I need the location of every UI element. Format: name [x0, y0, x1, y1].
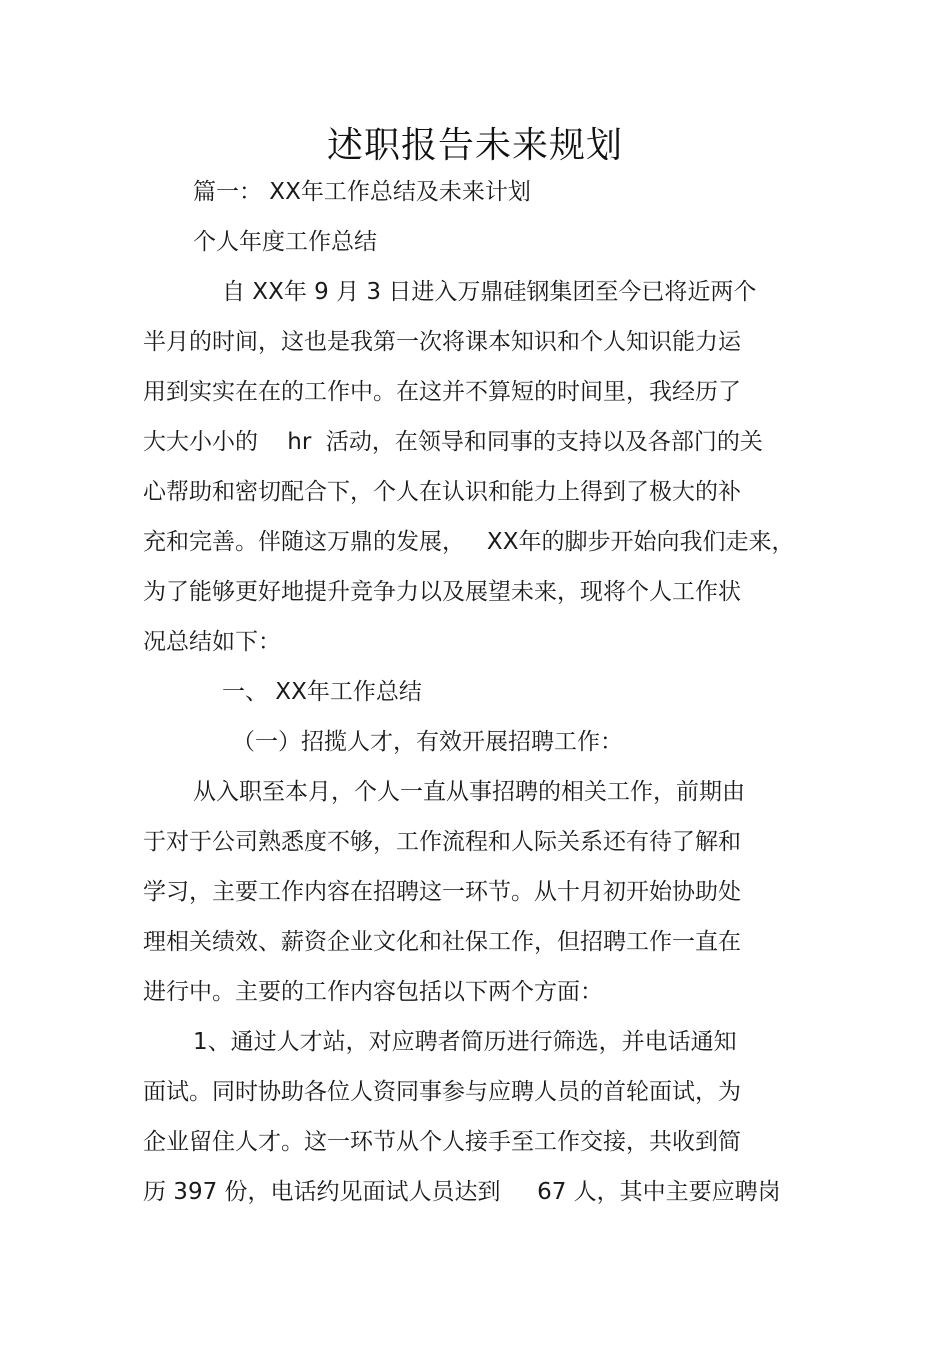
paragraph-line: 用到实实在在的工作中。在这并不算短的时间里，我经历了 — [143, 379, 741, 405]
paragraph-line: 企业留住人才。这一环节从个人接手至工作交接，共收到简 — [143, 1129, 741, 1155]
paragraph-line: 历 397 份，电话约见面试人员达到 67 人，其中主要应聘岗 — [143, 1179, 781, 1205]
subsection-heading: （一）招揽人才，有效开展招聘工作： — [232, 729, 623, 755]
paragraph-line: 于对于公司熟悉度不够，工作流程和人际关系还有待了解和 — [143, 829, 741, 855]
paragraph-line: 半月的时间，这也是我第一次将课本知识和个人知识能力运 — [143, 329, 741, 355]
paragraph-line: 充和完善。伴随这万鼎的发展， XX年的脚步开始向我们走来， — [143, 529, 795, 555]
paragraph-line: 况总结如下： — [143, 629, 281, 655]
paragraph-line: 自 XX年 9 月 3 日进入万鼎硅钢集团至今已将近两个 — [222, 279, 757, 305]
paragraph-line: 心帮助和密切配合下，个人在认识和能力上得到了极大的补 — [143, 479, 741, 505]
list-item-line: 1、通过人才站，对应聘者简历进行筛选，并电话通知 — [193, 1029, 737, 1055]
paragraph-line: 理相关绩效、薪资企业文化和社保工作，但招聘工作一直在 — [143, 929, 741, 955]
section-heading: 一、 XX年工作总结 — [222, 679, 422, 705]
section-heading: 篇一： XX年工作总结及未来计划 — [193, 179, 531, 205]
paragraph-line: 学习，主要工作内容在招聘这一环节。从十月初开始协助处 — [143, 879, 741, 905]
paragraph-line: 大大小小的 hr 活动，在领导和同事的支持以及各部门的关 — [143, 429, 763, 455]
paragraph-line: 面试。同时协助各位人资同事参与应聘人员的首轮面试，为 — [143, 1079, 741, 1105]
paragraph-line: 进行中。主要的工作内容包括以下两个方面： — [143, 979, 603, 1005]
document-title: 述职报告未来规划 — [326, 125, 623, 166]
paragraph-line: 为了能够更好地提升竞争力以及展望未来，现将个人工作状 — [143, 579, 741, 605]
subheading: 个人年度工作总结 — [193, 229, 377, 255]
paragraph-line: 从入职至本月，个人一直从事招聘的相关工作，前期由 — [193, 779, 745, 805]
